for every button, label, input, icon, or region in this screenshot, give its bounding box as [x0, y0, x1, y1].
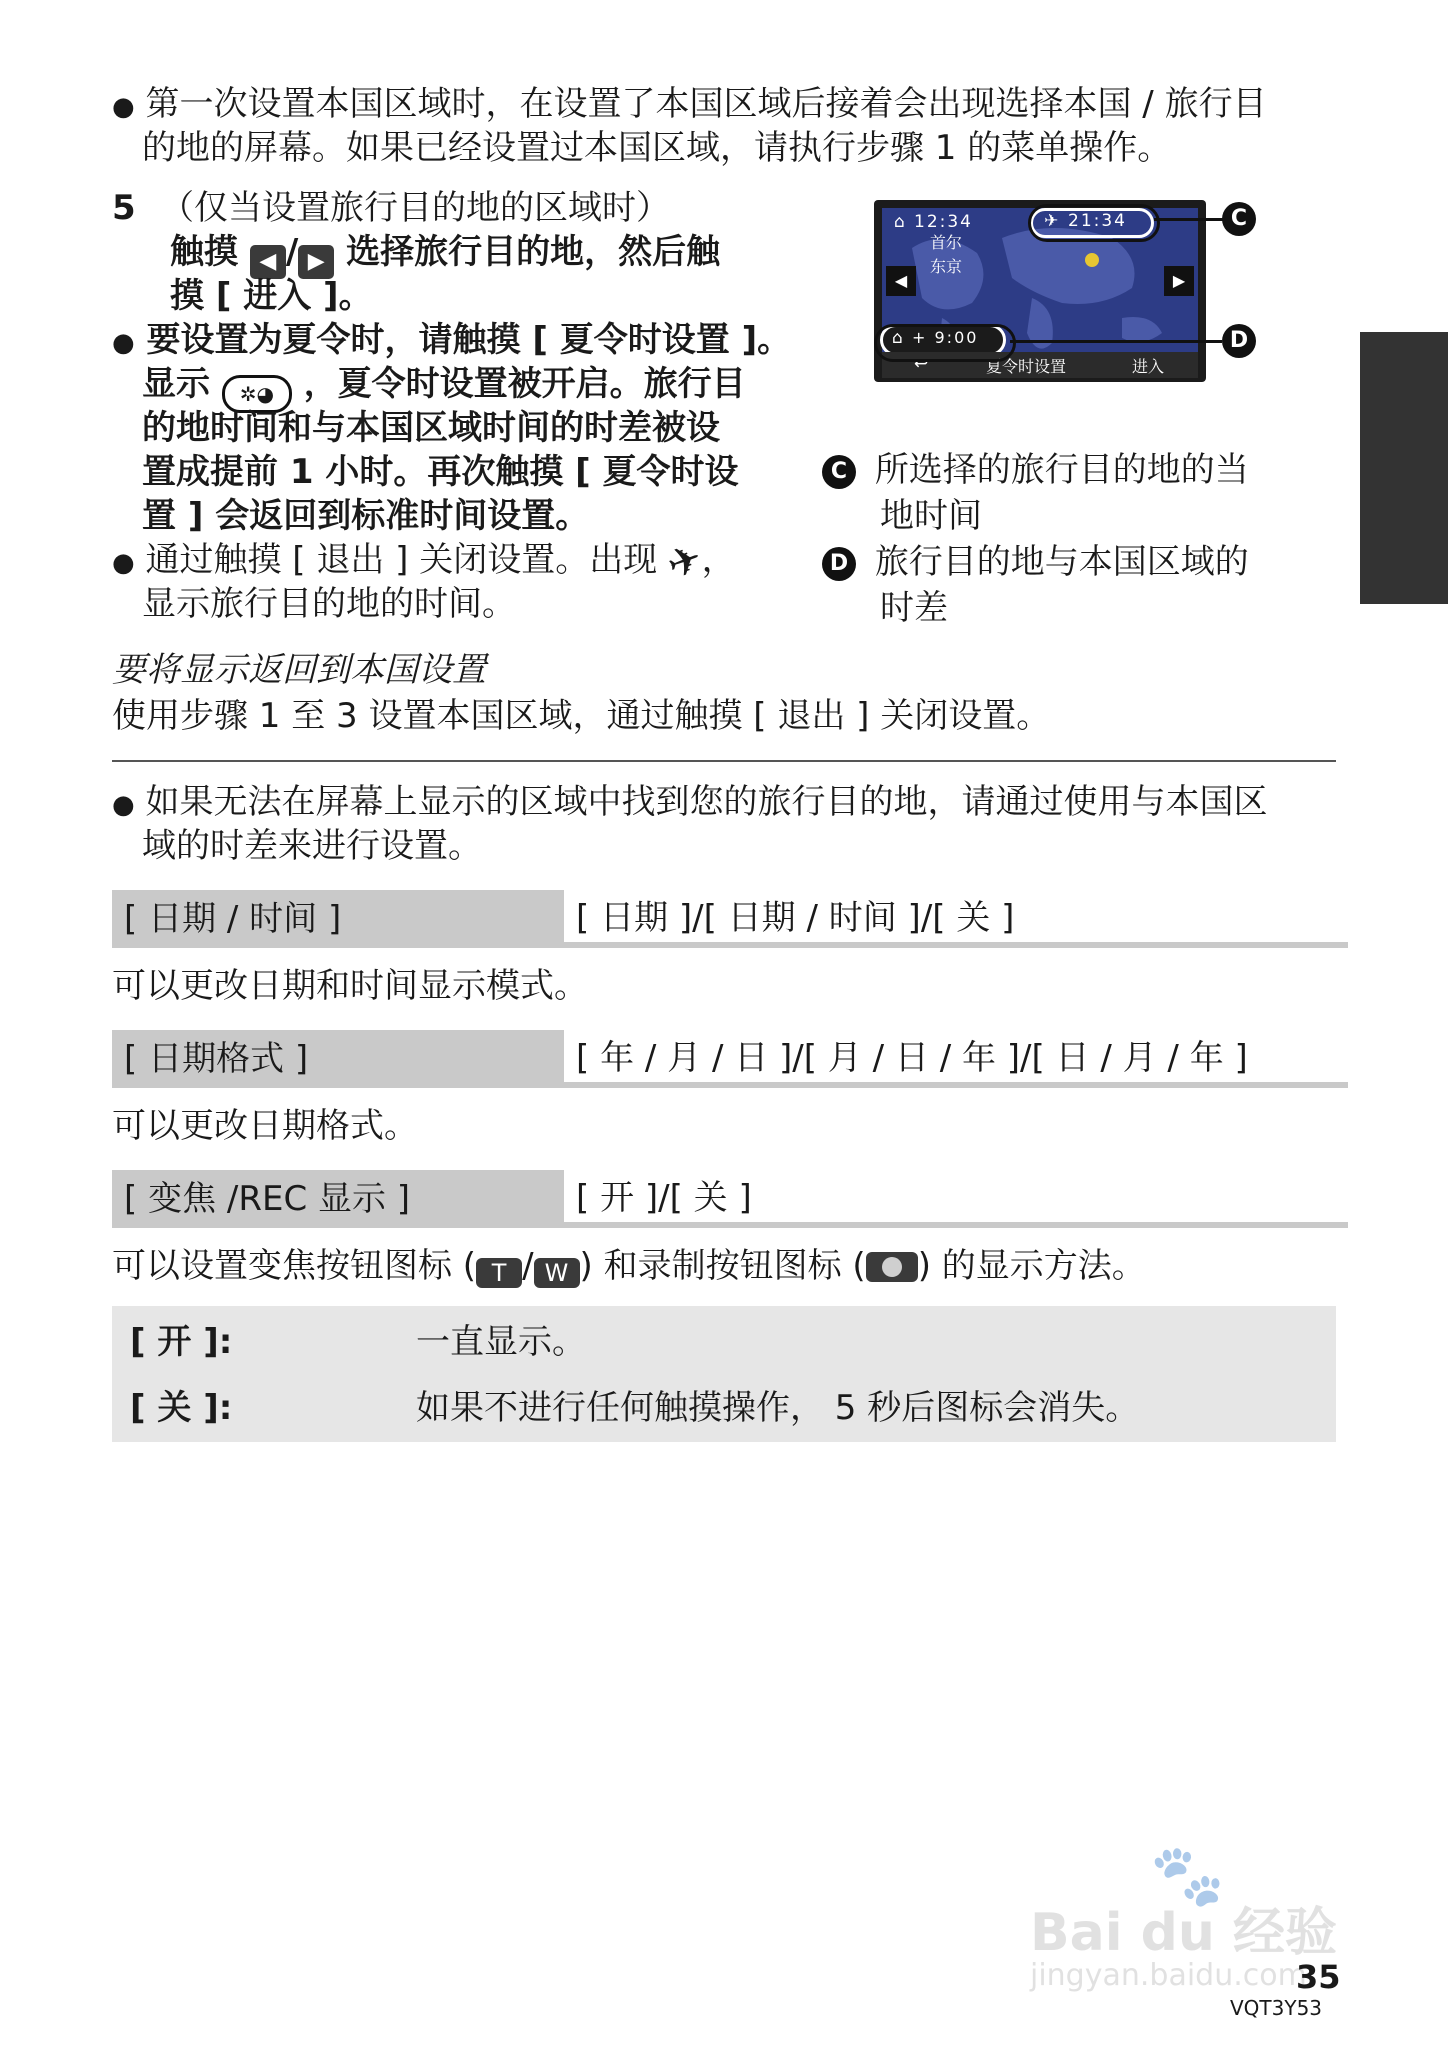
onoff-key: [ 关 ]: — [130, 1388, 233, 1428]
callout-d-connector — [1010, 340, 1222, 343]
paw-icon: 🐾 — [1150, 1841, 1225, 1911]
step-number: 5 — [112, 188, 136, 228]
setting-zoom-rec-display — [112, 1170, 1336, 1228]
exit-bullet-line2: 显示旅行目的地的时间。 — [142, 584, 516, 624]
legend-c: C 所选择的旅行目的地的当 — [822, 448, 1249, 492]
document-code: VQT3Y53 — [1230, 1996, 1323, 2020]
dst-bullet-line2: 显示 ✲◕ ，夏令时设置被开启。旅行目 — [142, 362, 746, 413]
screen-dst-button[interactable]: 夏令时设置 — [986, 357, 1067, 376]
setting-label: [ 日期 / 时间 ] — [112, 890, 564, 948]
home-time: 12:34 — [914, 212, 973, 232]
return-text: 使用步骤 1 至 3 设置本国区域，通过触摸 [ 退出 ] 关闭设置。 — [112, 696, 1051, 736]
callout-d-marker: D — [1222, 324, 1256, 358]
onoff-value: 如果不进行任何触摸操作， 5 秒后图标会消失。 — [416, 1388, 1140, 1428]
dest-time: 21:34 — [1068, 211, 1127, 231]
setting-desc: 可以更改日期和时间显示模式。 — [112, 966, 588, 1006]
city-label-1: 首尔 — [930, 233, 963, 252]
callout-c-marker: C — [1222, 202, 1256, 236]
step-instruction-line3: 摸 [ 进入 ]。 — [170, 276, 373, 316]
page-number: 35 — [1296, 1958, 1341, 1996]
setting-date-format — [112, 1030, 1336, 1088]
section-divider — [112, 760, 1336, 762]
onoff-value: 一直显示。 — [416, 1322, 586, 1362]
offset-home-icon: ⌂ — [892, 328, 903, 348]
setting-label: [ 变焦 /REC 显示 ] — [112, 1170, 564, 1228]
intro-bullet-line2: 的地的屏幕。如果已经设置过本国区域，请执行步骤 1 的菜单操作。 — [142, 128, 1172, 168]
screen-back-button[interactable]: ↩ — [914, 354, 929, 374]
screen-left-arrow-button[interactable]: ◀ — [886, 266, 916, 296]
setting-label: [ 日期格式 ] — [112, 1030, 564, 1088]
watermark-brand: Bai du 经验 — [1030, 1903, 1337, 1963]
dst-bullet: ● 要设置为夏令时，请触摸 [ 夏令时设置 ]。 — [112, 320, 792, 360]
screen-enter-button[interactable]: 进入 — [1132, 357, 1165, 376]
dst-bullet-line3: 的地时间和与本国区域时间的时差被设 — [142, 408, 720, 448]
setting-desc: 可以更改日期格式。 — [112, 1106, 418, 1146]
setting-date-time — [112, 890, 1336, 948]
screen-right-arrow-button[interactable]: ▶ — [1164, 266, 1194, 296]
setting-desc: 可以设置变焦按钮图标 ( T / W ) 和录制按钮图标 ( ) 的显示方法。 — [112, 1246, 1146, 1287]
exit-bullet: ● 通过触摸 [ 退出 ] 关闭设置。出现 ✈， — [112, 534, 736, 590]
airplane-icon: ✈ — [661, 534, 709, 590]
dst-indicator-icon: ✲◕ — [222, 375, 292, 413]
step-instruction-line: 触摸 ◀ / ▶ 选择旅行目的地，然后触 — [170, 230, 720, 279]
legend-d: D 旅行目的地与本国区域的 — [822, 540, 1249, 584]
zoom-t-icon: T — [476, 1258, 522, 1288]
city-label-2: 东京 — [930, 257, 963, 276]
return-heading: 要将显示返回到本国设置 — [112, 650, 486, 690]
time-offset: + 9:00 — [912, 328, 979, 347]
note-bullet: ● 如果无法在屏幕上显示的区域中找到您的旅行目的地，请通过使用与本国区 — [112, 782, 1268, 822]
callout-c-oval — [1028, 204, 1160, 242]
home-icon: ⌂ — [894, 212, 905, 232]
right-arrow-key-icon: ▶ — [298, 245, 334, 279]
legend-d-line2: 时差 — [880, 588, 948, 628]
setting-options: [ 日期 ]/[ 日期 / 时间 ]/[ 关 ] — [564, 890, 1348, 948]
setting-options: [ 开 ]/[ 关 ] — [564, 1170, 1348, 1228]
watermark-url: jingyan.baidu.com — [1030, 1958, 1307, 1993]
bullet-dot: ● — [112, 92, 135, 122]
note-bullet-line2: 域的时差来进行设置。 — [142, 826, 482, 866]
legend-c-line2: 地时间 — [880, 496, 982, 536]
left-arrow-key-icon: ◀ — [250, 245, 286, 279]
intro-bullet: ● 第一次设置本国区域时，在设置了本国区域后接着会出现选择本国 / 旅行目 — [112, 84, 1267, 124]
step-condition: （仅当设置旅行目的地的区域时） — [160, 188, 670, 228]
side-tab-marker — [1360, 332, 1448, 604]
callout-d-oval — [874, 324, 1016, 362]
zoom-w-icon: W — [534, 1258, 580, 1288]
setting-options: [ 年 / 月 / 日 ]/[ 月 / 日 / 年 ]/[ 日 / 月 / 年 ] — [564, 1030, 1348, 1088]
record-button-icon — [866, 1252, 918, 1282]
dst-bullet-line5: 置 ] 会返回到标准时间设置。 — [142, 496, 590, 536]
dst-bullet-line4: 置成提前 1 小时。再次触摸 [ 夏令时设 — [142, 452, 739, 492]
onoff-key: [ 开 ]: — [130, 1322, 233, 1362]
dest-airplane-icon: ✈ — [1044, 211, 1059, 231]
